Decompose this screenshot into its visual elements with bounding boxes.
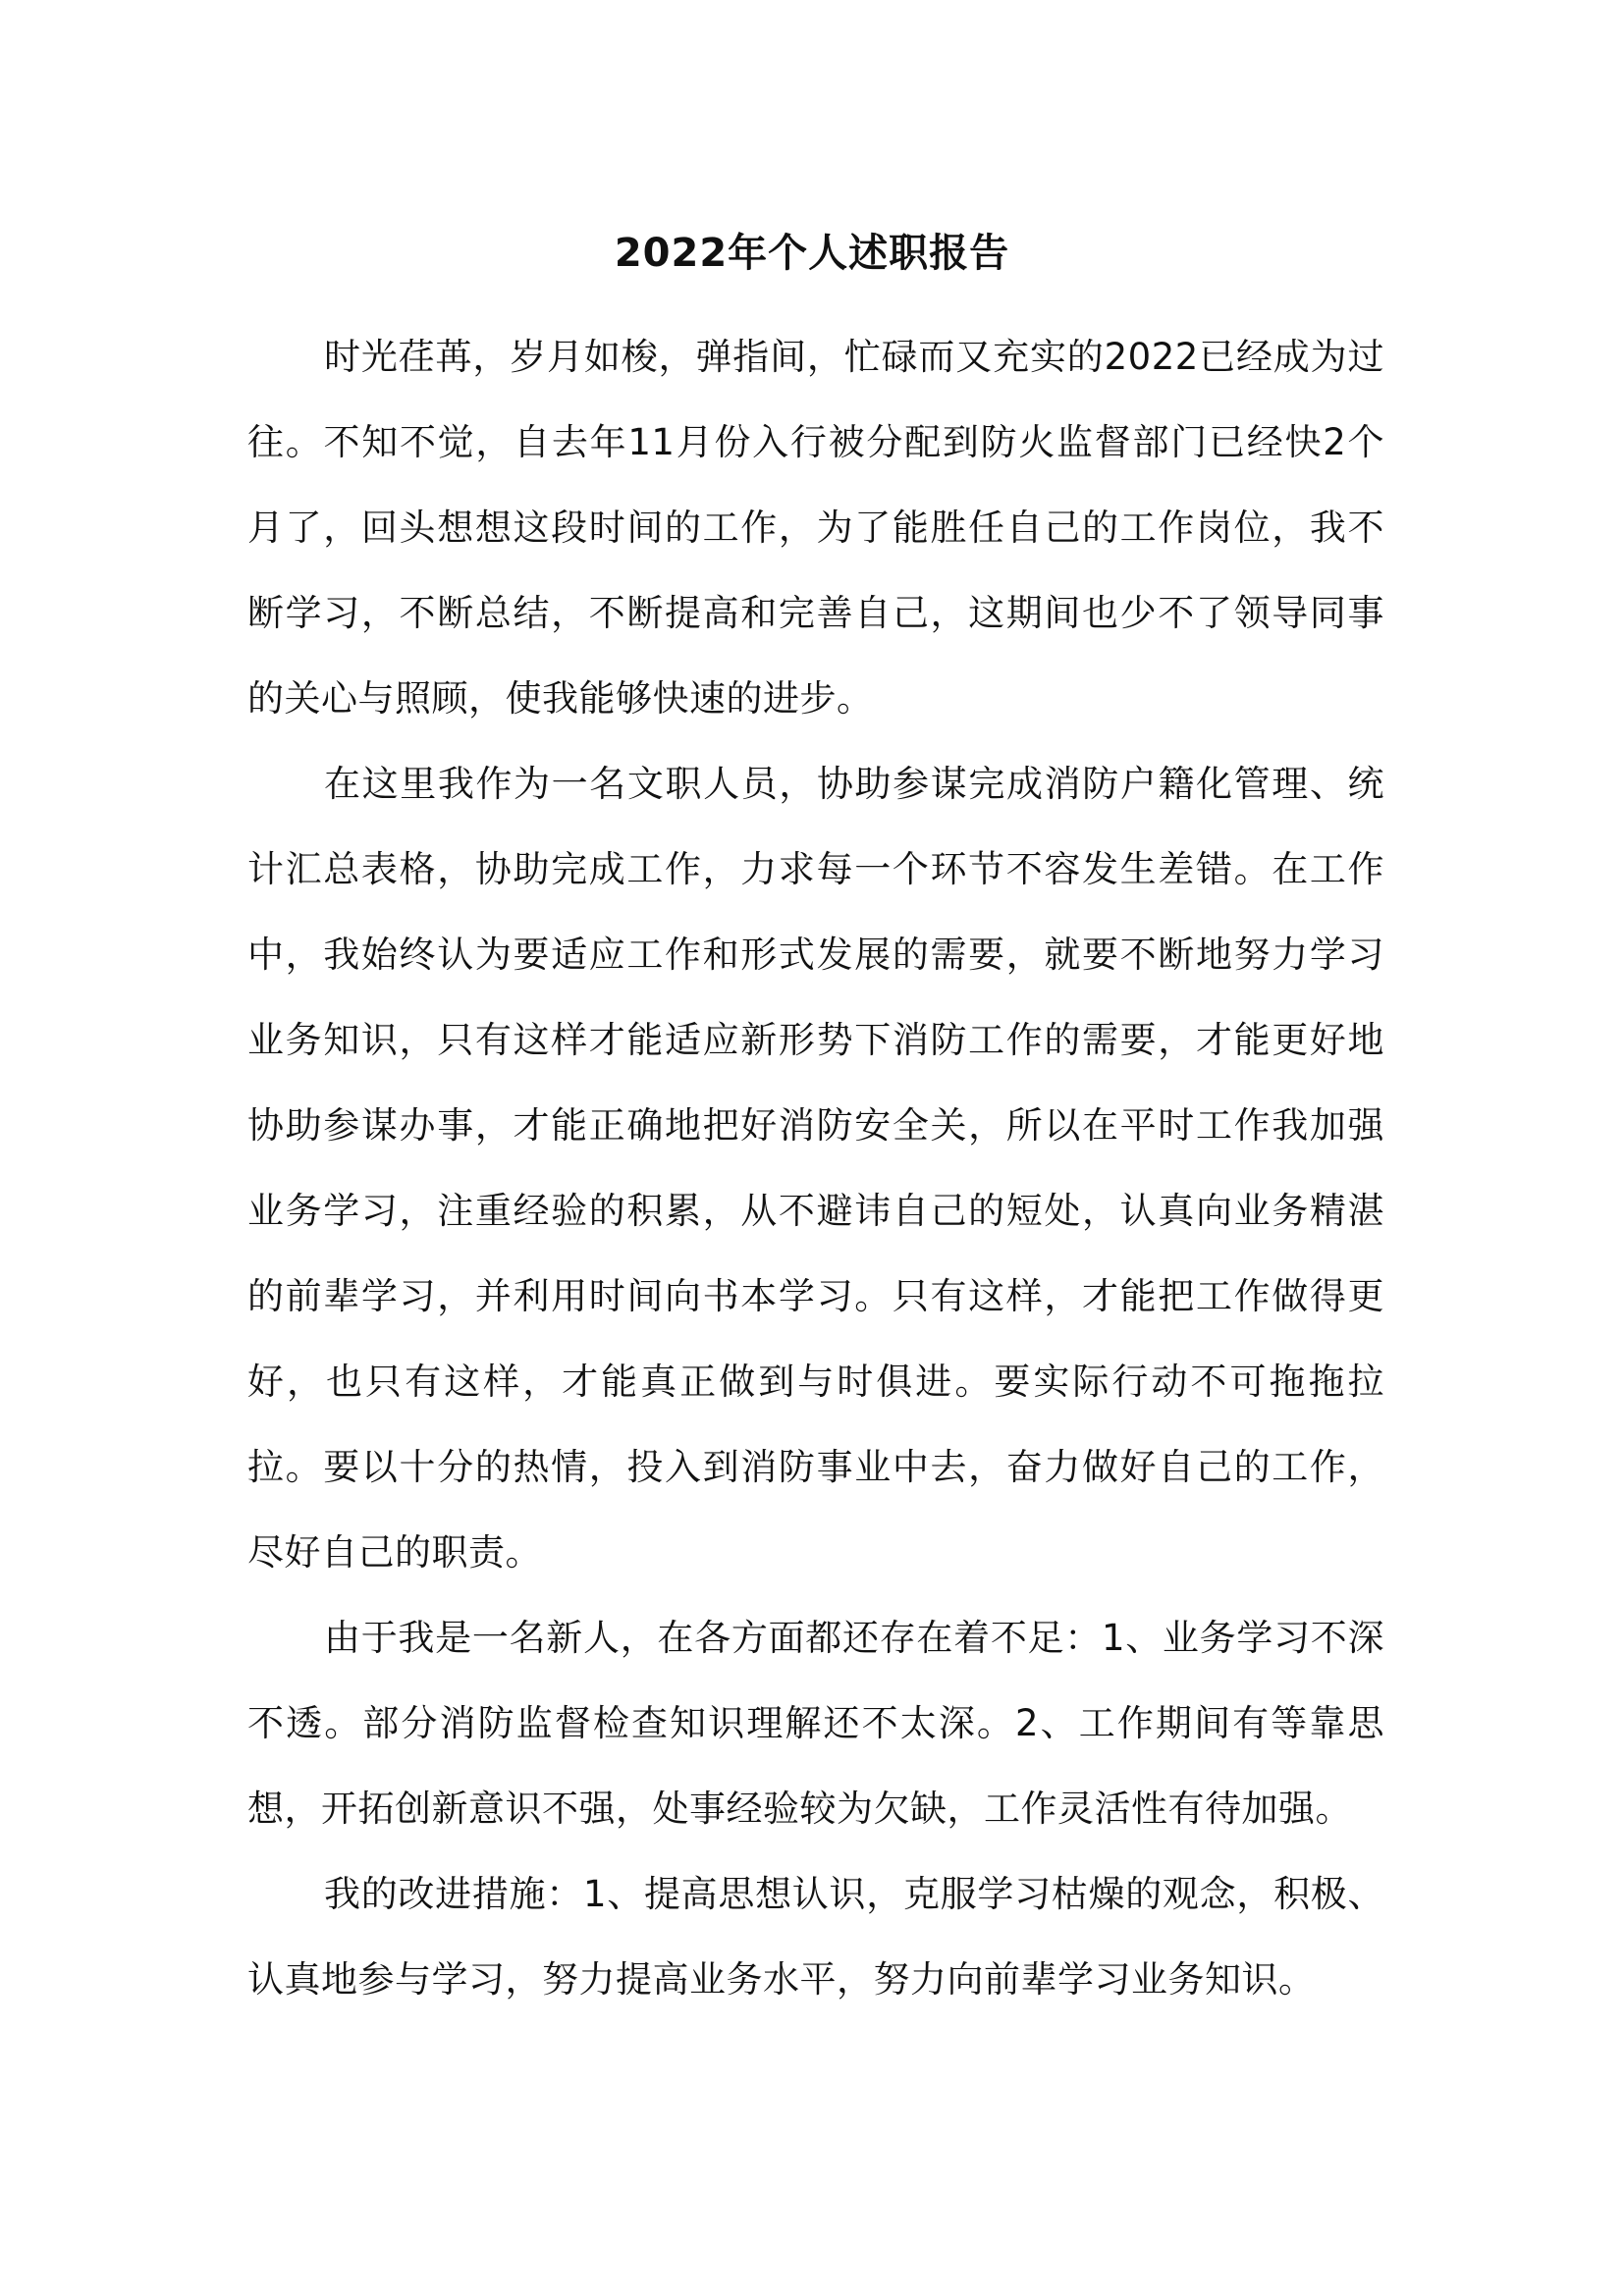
paragraph-intro: 时光荏苒，岁月如梭，弹指间，忙碌而又充实的2022已经成为过往。不知不觉，自去年11月份入行被分配到防火监督部门已经快2个月了，回头想想这段时间的工作，为了能胜任自己的工作岗位，我不断学习，不断总结，不断提高和完善自己，这期间也少不了领导同事的关心与照顾，使我能够快速的进步。 (247, 336, 1384, 720)
paragraph-shortcomings: 由于我是一名新人，在各方面都还存在着不足：1、业务学习不深不透。部分消防监督检查知识理解还不太深。2、工作期间有等靠思想，开拓创新意识不强，处事经验较为欠缺，工作灵活性有待加强。 (247, 1617, 1384, 1830)
document-title: 2022年个人述职报告 (614, 231, 1010, 276)
paragraph-work-duties: 在这里我作为一名文职人员，协助参谋完成消防户籍化管理、统计汇总表格，协助完成工作，力求每一个环节不容发生差错。在工作中，我始终认为要适应工作和形式发展的需要，就要不断地努力学习业务知识，只有这样才能适应新形势下消防工作的需要，才能更好地协助参谋办事，才能正确地把好消防安全关，所以在平时工作我加强业务学习，注重经验的积累，从不避讳自己的短处，认真向业务精湛的前辈学习，并利用时间向书本学习。只有这样，才能把工作做得更好，也只有这样，才能真正做到与时俱进。要实际行动不可拖拖拉拉。要以十分的热情，投入到消防事业中去，奋力做好自己的工作，尽好自己的职责。 (247, 763, 1384, 1574)
document-body (247, 314, 1384, 2022)
paragraph-improvements: 我的改进措施：1、提高思想认识，克服学习枯燥的观念，积极、认真地参与学习，努力提高业务水平，努力向前辈学习业务知识。 (247, 1873, 1384, 2001)
